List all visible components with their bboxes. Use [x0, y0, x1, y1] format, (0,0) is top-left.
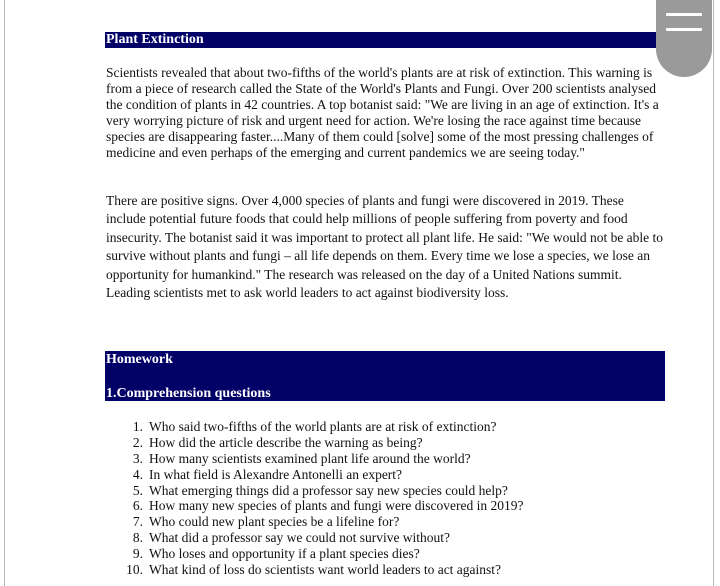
- question-text: What kind of loss do scientists want world leaders to act against?: [149, 562, 502, 578]
- question-text: In what field is Alexandre Antonelli an expert?: [149, 466, 403, 482]
- hamburger-menu-icon: [666, 13, 702, 16]
- question-item: [106, 467, 666, 483]
- question-item: [106, 483, 666, 499]
- question-number: 8.: [132, 530, 143, 546]
- question-item: [106, 419, 666, 435]
- question-item: [106, 546, 666, 562]
- hamburger-menu-icon: [666, 28, 702, 31]
- question-item: [106, 435, 666, 451]
- comprehension-question-list: [106, 419, 666, 578]
- question-item: [106, 530, 666, 546]
- question-item: [106, 562, 666, 578]
- article-paragraph-2: There are positive signs. Over 4,000 species of plants and fungi were discovered in 2019. These include potential future foods that could help millions of people suffering from poverty and food insecurity. The botanist said it was important to protect all plant life. He said: "We would not be able to survive without plants and fungi – all life depends on them. Every time we lose a species, we lose an opportunity for humankind." The research was released on the day of a United Nations summit. Leading scientists met to ask world leaders to act against biodiversity loss.: [106, 193, 664, 301]
- question-item: [106, 498, 666, 514]
- question-number: 6.: [132, 498, 143, 514]
- question-number: 1.: [132, 419, 143, 434]
- homework-header-bar: [105, 351, 665, 401]
- question-text: Who said two-fifths of the world plants are at risk of extinction?: [149, 419, 497, 434]
- question-number: 4.: [132, 466, 143, 482]
- question-item: [106, 451, 666, 467]
- question-text: Who loses and opportunity if a plant species dies?: [149, 546, 420, 562]
- question-number: 3.: [132, 450, 143, 466]
- question-text: How many scientists examined plant life around the world?: [149, 450, 471, 466]
- question-text: How did the article describe the warning as being?: [149, 434, 423, 450]
- comprehension-section-title: 1.Comprehension questions: [106, 386, 271, 401]
- page-border-left: [4, 0, 5, 586]
- menu-button[interactable]: [656, 0, 712, 77]
- question-text: Who could new plant species be a lifeline for?: [149, 514, 400, 530]
- question-number: 7.: [132, 514, 143, 530]
- question-number: 10.: [126, 562, 143, 578]
- question-number: 9.: [132, 546, 143, 562]
- article-title-bar: [105, 32, 666, 48]
- question-text: What did a professor say we could not survive without?: [149, 530, 451, 546]
- article-title: Plant Extinction: [106, 32, 204, 47]
- question-text: How many new species of plants and fungi were discovered in 2019?: [149, 498, 524, 514]
- question-text: What emerging things did a professor say new species could help?: [149, 482, 508, 498]
- page-border-right: [713, 0, 714, 586]
- question-number: 5.: [132, 482, 143, 498]
- homework-title: Homework: [106, 352, 173, 367]
- article-paragraph-1: Scientists revealed that about two-fifths of the world's plants are at risk of extinction. This warning is from a piece of research called the State of the World's Plants and Fungi. Over 200 scientists analysed the condition of plants in 42 countries. A top botanist said: "We are living in an age of extinction. It's a very worrying picture of risk and urgent need for action. We're losing the race against time because species are disappearing faster....Many of them could [solve] some of the most pressing challenges of medicine and even perhaps of the emerging and current pandemics we are seeing today.": [106, 65, 659, 160]
- question-item: [106, 514, 666, 530]
- question-number: 2.: [132, 434, 143, 450]
